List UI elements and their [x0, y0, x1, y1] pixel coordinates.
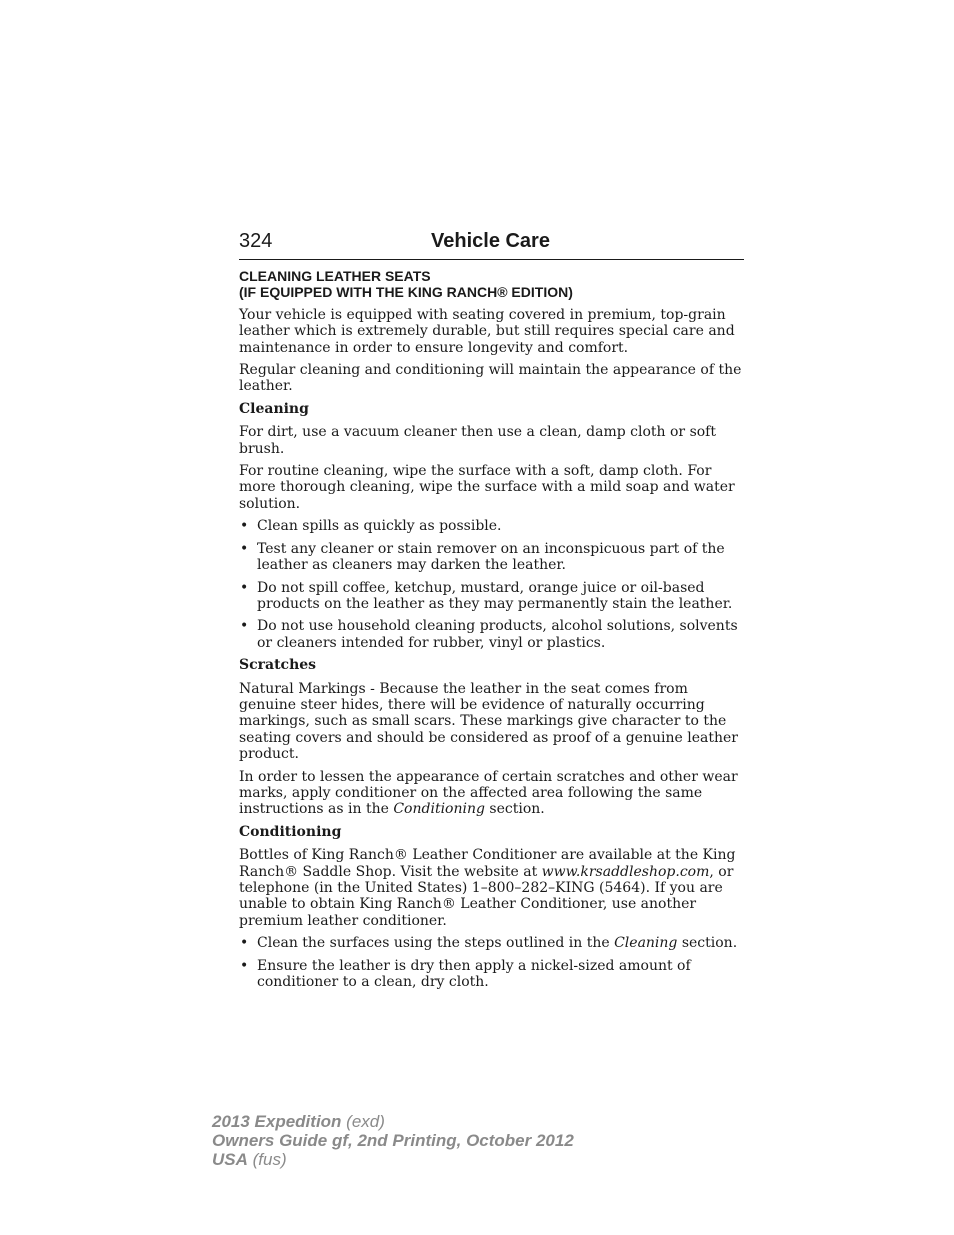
main-heading-line-1: CLEANING LEATHER SEATS	[239, 268, 431, 284]
conditioning-heading: Conditioning	[239, 823, 342, 840]
list-item-text: Do not spill coffee, ketchup, mustard, orange juice or oil-based products on the leather as they may permanently stain the leather.	[257, 579, 733, 612]
scratches-text-after: section.	[484, 801, 545, 818]
section-title: Vehicle Care	[431, 230, 550, 252]
list-item	[239, 518, 749, 534]
list-item-text-before: Clean the surfaces using the steps outlined in the	[257, 935, 615, 952]
bullet-icon: •	[240, 518, 249, 535]
cleaning-paragraph-1: For dirt, use a vacuum cleaner then use a clean, damp cloth or soft brush.	[239, 424, 716, 457]
bullet-icon: •	[240, 935, 249, 952]
list-item-text-after: section.	[677, 935, 738, 952]
footer-model-code: (exd)	[341, 1112, 385, 1131]
footer-market: USA	[212, 1150, 248, 1169]
main-heading-line-2: (IF EQUIPPED WITH THE KING RANCH® EDITION)	[239, 284, 573, 301]
cleaning-reference: Cleaning	[614, 935, 678, 952]
page-number: 324	[239, 230, 273, 252]
conditioning-text-after: , or telephone (in the United States) 1–800–282–KING (5464). If you are unable to obtain King Ranch® Leather Conditioner, use another premium leather conditioner.	[239, 863, 734, 929]
footer-model: 2013 Expedition	[212, 1112, 342, 1131]
list-item	[239, 618, 749, 651]
intro-paragraph-1: Your vehicle is equipped with seating covered in premium, top-grain leather which is extremely durable, but still requires special care and maintenance in order to ensure longevity and comfort.	[239, 306, 735, 356]
cleaning-paragraph-2: For routine cleaning, wipe the surface with a soft, damp cloth. For more thorough cleaning, wipe the surface with a mild soap and water solution.	[239, 463, 735, 512]
footer-market-code: (fus)	[247, 1150, 287, 1169]
list-item	[239, 541, 749, 574]
footer-line-2	[212, 1131, 574, 1150]
bullet-icon: •	[240, 540, 249, 557]
list-item-text: Clean spills as quickly as possible.	[257, 518, 502, 535]
list-item	[239, 935, 749, 951]
list-item-text: Do not use household cleaning products, alcohol solutions, solvents or cleaners intended for rubber, vinyl or plastics.	[257, 618, 738, 651]
website-link[interactable]: www.krsaddleshop.com	[541, 863, 710, 880]
list-item-text: Test any cleaner or stain remover on an inconspicuous part of the leather as cleaners may darken the leather.	[257, 540, 725, 574]
page-footer	[212, 1112, 574, 1169]
conditioning-bullet-list	[239, 935, 749, 990]
list-item	[239, 958, 749, 991]
scratches-text-before: In order to lessen the appearance of certain scratches and other wear marks, apply conditioner on the affected area following the same instructions as in the	[239, 768, 738, 818]
intro-paragraph-2: Regular cleaning and conditioning will maintain the appearance of the leather.	[239, 362, 742, 395]
bullet-icon: •	[240, 957, 249, 974]
bullet-icon: •	[240, 618, 249, 635]
footer-line-1	[212, 1112, 574, 1131]
list-item-text: Ensure the leather is dry then apply a nickel-sized amount of conditioner to a clean, dry cloth.	[257, 957, 691, 991]
bullet-icon: •	[240, 579, 249, 596]
scratches-paragraph-1: Natural Markings - Because the leather in the seat comes from genuine steer hides, there will be evidence of naturally occurring markings, such as small scars. These markings give character to the seating covers and should be considered as proof of a genuine leather product.	[239, 680, 738, 763]
scratches-heading: Scratches	[239, 657, 317, 674]
scratches-paragraph-2	[239, 769, 749, 818]
page-header	[239, 228, 744, 260]
list-item	[239, 580, 749, 613]
footer-printing: Owners Guide gf, 2nd Printing, October 2012	[212, 1131, 574, 1150]
conditioning-paragraph-1	[239, 847, 749, 929]
cleaning-bullet-list	[239, 518, 749, 651]
main-heading	[239, 268, 749, 301]
footer-line-3	[212, 1150, 574, 1169]
cleaning-heading: Cleaning	[239, 400, 309, 417]
page-content	[239, 268, 749, 996]
conditioning-text-before: Bottles of King Ranch® Leather Conditioner are available at the King Ranch® Saddle Shop. Visit the website at	[239, 847, 736, 880]
conditioning-reference: Conditioning	[393, 801, 485, 818]
